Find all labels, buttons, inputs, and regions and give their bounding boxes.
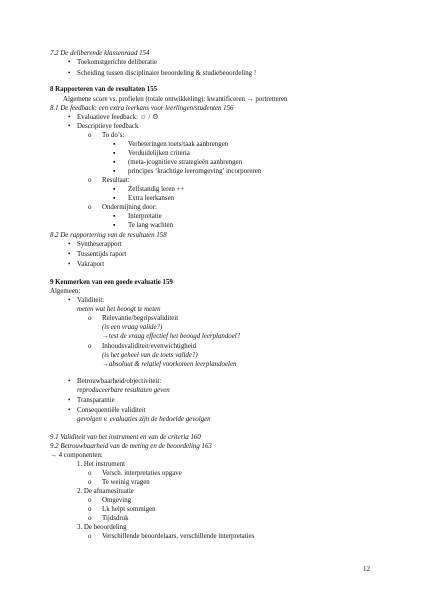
list-item: Relevantie/begripsvaliditeit [102, 315, 179, 322]
bullet-square-icon: ▪ [113, 168, 116, 175]
bullet-square-icon: ▪ [113, 195, 116, 202]
subsection-heading: 8.1 De feedback: een extra leerkans voor leerlingen/studenten 156 [50, 105, 234, 112]
list-item: Zelfstandig leren ++ [128, 186, 185, 193]
subsection-heading: 9.2 Betrouwbaarheid van de meting en de beoordeling 163 [50, 443, 212, 450]
paragraph-line: → 4 componenten: [50, 452, 103, 459]
numbered-item: 2. De afnamesituatie [77, 488, 134, 495]
bullet-circle-icon: o [88, 479, 92, 486]
list-item: Resultaat: [102, 177, 130, 184]
list-item: Scheiding tussen disciplinaire beoordeling & studiebeoordeling ! [77, 70, 257, 77]
list-item: Lk helpt sommigen [102, 506, 156, 513]
subsection-heading: 9.1 Validiteit van het instrument en van de criteria 160 [50, 434, 201, 441]
bullet-disc-icon: • [68, 378, 71, 385]
list-item: Extra leerkansen [128, 195, 175, 202]
subsection-heading: 7.2 De deliberende klassenraad 154 [50, 50, 150, 57]
list-item: Te lang wachten [128, 222, 174, 229]
bullet-disc-icon: • [68, 397, 71, 404]
bullet-circle-icon: o [88, 132, 92, 139]
list-item: (meta-)cognitieve strategieën aanbrengen [128, 159, 243, 166]
definition-line: meten wat het beoogt te meten [77, 306, 161, 313]
frown-icon: ☹ [152, 114, 159, 121]
page-number: 12 [363, 565, 370, 573]
bullet-square-icon: ▪ [113, 150, 116, 157]
list-item: Omgeving [102, 497, 132, 504]
list-item: Inhoudsvaliditeit/evenwichtigheid [102, 343, 197, 350]
list-item: To do’s: [102, 132, 125, 139]
list-item: Evaluatieve feedback: ☺ / ☹ [77, 114, 159, 121]
note-line: →test de vraag effectief het beoogd leerplandoel? [102, 333, 241, 340]
bullet-circle-icon: o [88, 533, 92, 540]
bullet-square-icon: ▪ [113, 222, 116, 229]
list-item: Consequentiële validiteit [77, 407, 146, 414]
bullet-circle-icon: o [88, 315, 92, 322]
bullet-disc-icon: • [68, 261, 71, 268]
definition-line: reproduceerbare resultaten geven [77, 387, 170, 394]
note-line: (is het geheel van de toets valide?) [102, 352, 198, 359]
bullet-circle-icon: o [88, 470, 92, 477]
bullet-circle-icon: o [88, 506, 92, 513]
list-item: Verduidelijken criteria [128, 150, 190, 157]
definition-line: gevolgen v. evaluaties zijn de bedoelde gevolgen [77, 416, 211, 423]
bullet-square-icon: ▪ [113, 186, 116, 193]
section-heading: 9 Kenmerken van een goede evaluatie 159 [50, 279, 173, 286]
bullet-disc-icon: • [68, 123, 71, 130]
paragraph-line: Algemene score vs. profielen (totale ontwikkeling): kwantificeren → portretteren [63, 96, 288, 103]
bullet-disc-icon: • [68, 297, 71, 304]
bullet-disc-icon: • [68, 407, 71, 414]
list-item: Vakraport [77, 261, 105, 268]
bullet-disc-icon: • [68, 241, 71, 248]
bullet-square-icon: ▪ [113, 141, 116, 148]
bullet-circle-icon: o [88, 343, 92, 350]
bullet-circle-icon: o [88, 204, 92, 211]
list-item: Tussentijds raport [77, 251, 127, 258]
list-item: Te weinig vragen [102, 479, 150, 486]
list-item: Verschillende beoordelaars, verschillende interpretaties [102, 533, 255, 540]
list-item: Toekomstgerichte deliberatie [77, 59, 158, 66]
bullet-disc-icon: • [68, 70, 71, 77]
numbered-item: 3. De beoordeling [77, 524, 127, 531]
bullet-circle-icon: o [88, 515, 92, 522]
list-item: Verbeteringen toets/taak aanbrengen [128, 141, 229, 148]
note-line: →absoluut & relatief voorkomen leerplandoelen [102, 361, 237, 368]
list-item: Descriptieve feedback [77, 123, 139, 130]
arrow-right-icon: → [102, 361, 109, 368]
list-item: Interpretatie [128, 213, 162, 220]
arrow-right-icon: → [50, 452, 57, 459]
list-item: Ondermijning door: [102, 204, 157, 211]
smiley-icon: ☺ [139, 114, 147, 121]
list-item: Tijdsdruk [102, 515, 129, 522]
bullet-disc-icon: • [68, 114, 71, 121]
list-item: principes ‘krachtige leeromgeving’ incorporeren [128, 168, 262, 175]
subsection-heading: 8.2 De rapportering van de resultaten 158 [50, 232, 167, 239]
bullet-circle-icon: o [88, 177, 92, 184]
list-item: Versch. interpretaties opgave [102, 470, 182, 477]
bullet-disc-icon: • [68, 59, 71, 66]
section-heading: 8 Rapporteren van de resultaten 155 [50, 86, 158, 93]
list-item: Transparantie [77, 397, 115, 404]
list-item: Validiteit: [77, 297, 105, 304]
note-line: (is een vraag valide?) [102, 324, 163, 331]
arrow-right-icon: → [246, 96, 254, 103]
bullet-disc-icon: • [68, 251, 71, 258]
list-item: Syntheserapport [77, 241, 122, 248]
bullet-circle-icon: o [88, 497, 92, 504]
bullet-square-icon: ▪ [113, 213, 116, 220]
paragraph-line: Algemeen: [50, 288, 81, 295]
arrow-right-icon: → [102, 333, 109, 340]
numbered-item: 1. Het instrument [77, 461, 126, 468]
bullet-square-icon: ▪ [113, 159, 116, 166]
list-item: Betrouwbaarheid/objectiviteit: [77, 378, 162, 385]
